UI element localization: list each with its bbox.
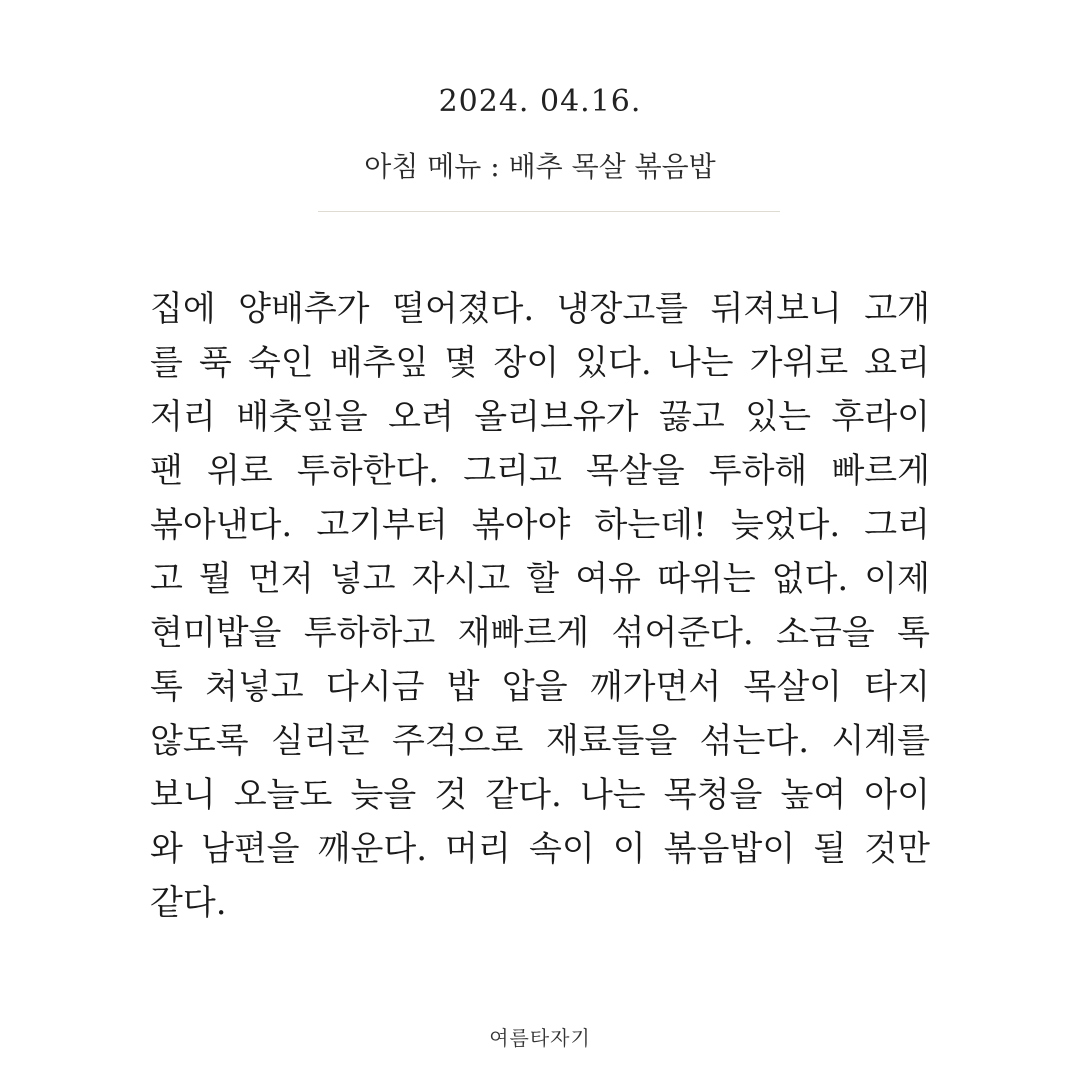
body-line: 않도록 실리콘 주걱으로 재료들을 섞는다. 시계를 — [150, 721, 930, 761]
menu-title: 아침 메뉴 : 배추 목살 볶음밥 — [364, 150, 716, 183]
body-line: 톡 쳐넣고 다시금 밥 압을 깨가면서 목살이 타지 — [150, 667, 930, 707]
body-line: 고 뭘 먼저 넣고 자시고 할 여유 따위는 없다. 이제 — [150, 559, 930, 599]
diary-body — [150, 282, 930, 930]
body-line: 저리 배춧잎을 오려 올리브유가 끓고 있는 후라이 — [150, 397, 930, 437]
body-line: 현미밥을 투하하고 재빠르게 섞어준다. 소금을 톡 — [150, 613, 930, 653]
body-line: 와 남편을 깨운다. 머리 속이 이 볶음밥이 될 것만 — [150, 829, 930, 869]
body-line: 보니 오늘도 늦을 것 같다. 나는 목청을 높여 아이 — [150, 775, 930, 815]
body-line: 를 푹 숙인 배추잎 몇 장이 있다. 나는 가위로 요리 — [150, 343, 930, 383]
body-line: 볶아낸다. 고기부터 볶아야 하는데! 늦었다. 그리 — [150, 505, 930, 545]
body-line: 팬 위로 투하한다. 그리고 목살을 투하해 빠르게 — [150, 451, 930, 491]
header-divider — [318, 211, 780, 212]
entry-date: 2024. 04.16. — [438, 84, 642, 119]
author-signature: 여름타자기 — [489, 1026, 591, 1050]
body-line: 집에 양배추가 떨어졌다. 냉장고를 뒤져보니 고개 — [150, 289, 930, 329]
body-line: 같다. — [150, 883, 227, 923]
